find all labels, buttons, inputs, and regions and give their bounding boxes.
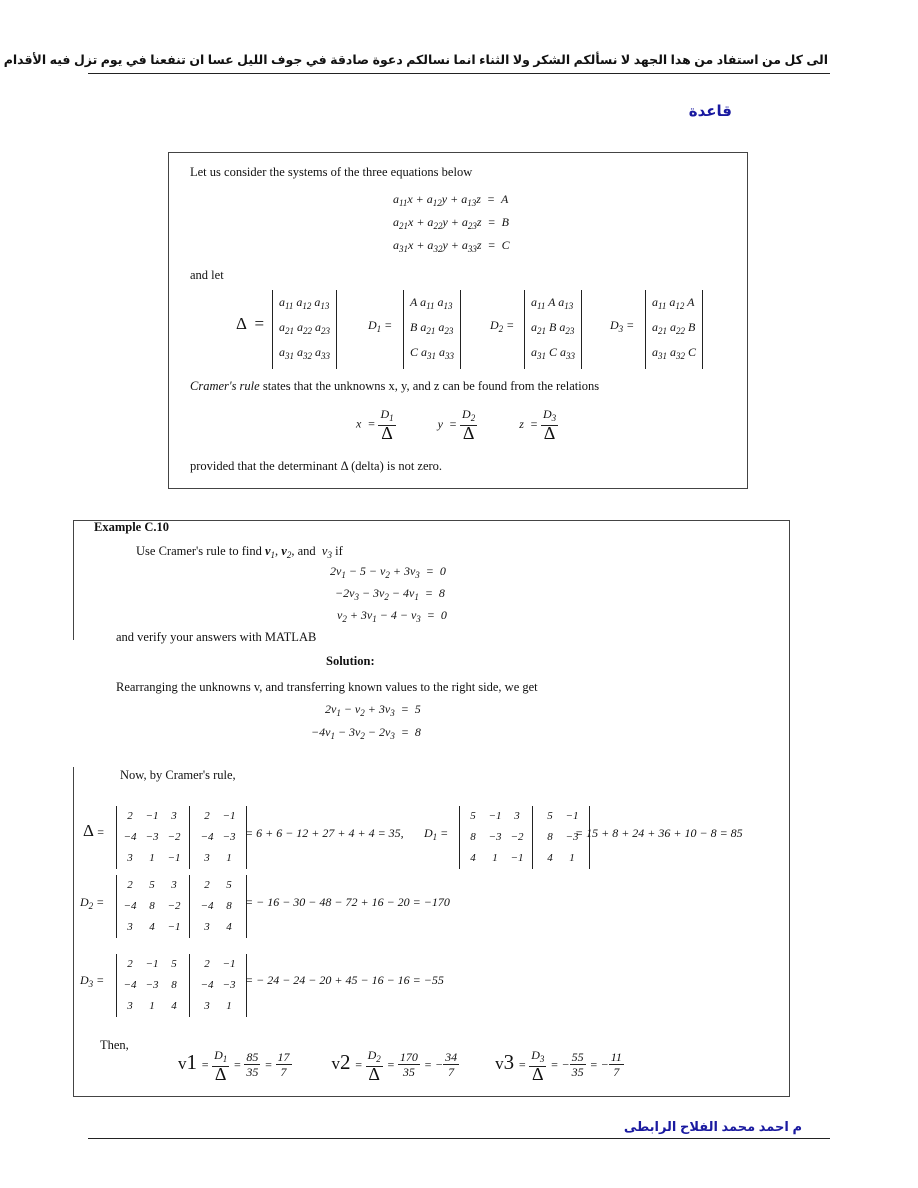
example-d3-label: $D_3$ = [80, 973, 105, 989]
rearranging-text: Rearranging the unknowns v, and transferring known values to the right side, we get [116, 680, 538, 694]
equation-2: $a_{21}x + a_{22}y + a_{23}z = B$ [393, 215, 509, 231]
and-let-text: and let [190, 268, 224, 282]
example-d2-label: $D_2$ = [80, 895, 105, 911]
d3-label: $D_3$ = [610, 318, 635, 334]
example-box-bottom [73, 1096, 790, 1097]
example-equation-2: $-2v_3 - 3v_2 - 4v_1 = 8$ [335, 586, 445, 602]
d2-label: $D_2$ = [490, 318, 515, 334]
equation-1: $a_{11}x + a_{12}y + a_{13}z = A$ [393, 192, 509, 208]
example-box-right [789, 520, 790, 1097]
then-text: Then, [100, 1038, 129, 1052]
d3-determinant: $a_{11}$ $a_{12}$ A $a_{21}$ $a_{22}$ B $a_{31}$ $a_{32}$ C [645, 290, 703, 369]
example-box-left [73, 520, 74, 640]
example-d1-label: $D_1$ = [424, 826, 449, 842]
delta-symbol: Δ = [236, 314, 265, 333]
rearranged-equation-1: $2v_1 - v_2 + 3v_3 = 5$ [325, 702, 421, 718]
rearranged-equation-2: $-4v_1 - 3v_2 - 2v_3 = 8$ [311, 725, 421, 741]
rule-title: قاعدة [688, 103, 732, 120]
d1-result: = 15 + 8 + 24 + 36 + 10 − 8 = 85 [575, 826, 743, 840]
final-results: v1 = $\frac{D_1}{\Delta}$ = $\frac{85}{35}$ = $\frac{17}{7}$ v2 = $\frac{D_2}{\Delta}$ = $\frac{170}{35}$ = − $\frac{34}{7}$ v3 = $\frac{D_3}{\Delta}$ = − $\frac{55}{35}$ = − $\frac{11}{7}$ [178, 1048, 622, 1084]
d3-result: = − 24 − 24 − 20 + 45 − 16 − 16 = −55 [245, 973, 444, 987]
example-use-line: Use Cramer's rule to find $v_1$, $v_2$, and $v_3$ if [136, 544, 343, 560]
equation-3: $a_{31}x + a_{32}y + a_{33}z = C$ [393, 238, 510, 254]
d2-determinant: $a_{11}$ A $a_{13}$ $a_{21}$ B $a_{23}$ $a_{31}$ C $a_{33}$ [524, 290, 582, 369]
delta-result: = 6 + 6 − 12 + 27 + 4 + 4 = 35, [245, 826, 404, 840]
provided-text: provided that the determinant Δ (delta) is not zero. [190, 459, 443, 473]
example-delta-matrix: 2 −1 3 −4 −3 −2 3 1 −1 2 −1 −4 −3 3 1 [116, 806, 247, 869]
now-cramer-text: Now, by Cramer's rule, [120, 768, 236, 782]
example-equation-1: $2v_1 - 5 - v_2 + 3v_3 = 0$ [330, 564, 446, 580]
cramer-fractions: x = $\frac{D_1}{\Delta}$ y = $\frac{D_2}{\Delta}$ z = $\frac{D_3}{\Delta}$ [356, 407, 557, 443]
d1-determinant: A $a_{11}$ $a_{13}$ B $a_{21}$ $a_{23}$ C $a_{31}$ $a_{33}$ [403, 290, 461, 369]
example-d1-matrix: 5 −1 3 8 −3 −2 4 1 −1 5 −1 8 −3 4 1 [459, 806, 590, 869]
rule-intro: Let us consider the systems of the three equations below [190, 165, 473, 179]
header-divider [88, 73, 830, 74]
example-d3-matrix: 2 −1 5 −4 −3 8 3 1 4 2 −1 −4 −3 3 1 [116, 954, 247, 1017]
d1-label: $D_1$ = [368, 318, 393, 334]
example-box-top [73, 520, 790, 521]
example-title: Example C.10 [94, 520, 169, 534]
example-delta-label: Δ = [83, 821, 105, 840]
footer-divider [88, 1138, 830, 1139]
example-box-left-lower [73, 767, 74, 1097]
solution-heading: Solution: [326, 654, 375, 668]
example-d2-matrix: 2 5 3 −4 8 −2 3 4 −1 2 5 −4 8 3 4 [116, 875, 247, 938]
cramer-statement: Cramer's rule states that the unknowns x, y, and z can be found from the relations [190, 379, 600, 393]
page-header: الى كل من استفاد من هدا الجهد لا نسألكم الشكر ولا الثناء انما نسالكم دعوة صادقة في جوف الليل عسا ان تنفعنا في يوم تزل فيه الأقدام [3, 53, 828, 67]
delta-determinant: $a_{11}$ $a_{12}$ $a_{13}$ $a_{21}$ $a_{22}$ $a_{23}$ $a_{31}$ $a_{32}$ $a_{33}$ [272, 290, 337, 369]
d2-result: = − 16 − 30 − 48 − 72 + 16 − 20 = −170 [245, 895, 450, 909]
example-equation-3: $v_2 + 3v_1 - 4 - v_3 = 0$ [337, 608, 447, 624]
verify-text: and verify your answers with MATLAB [116, 630, 317, 644]
author-footer: م احمد محمد الفلاح الرابطى [623, 1119, 802, 1134]
